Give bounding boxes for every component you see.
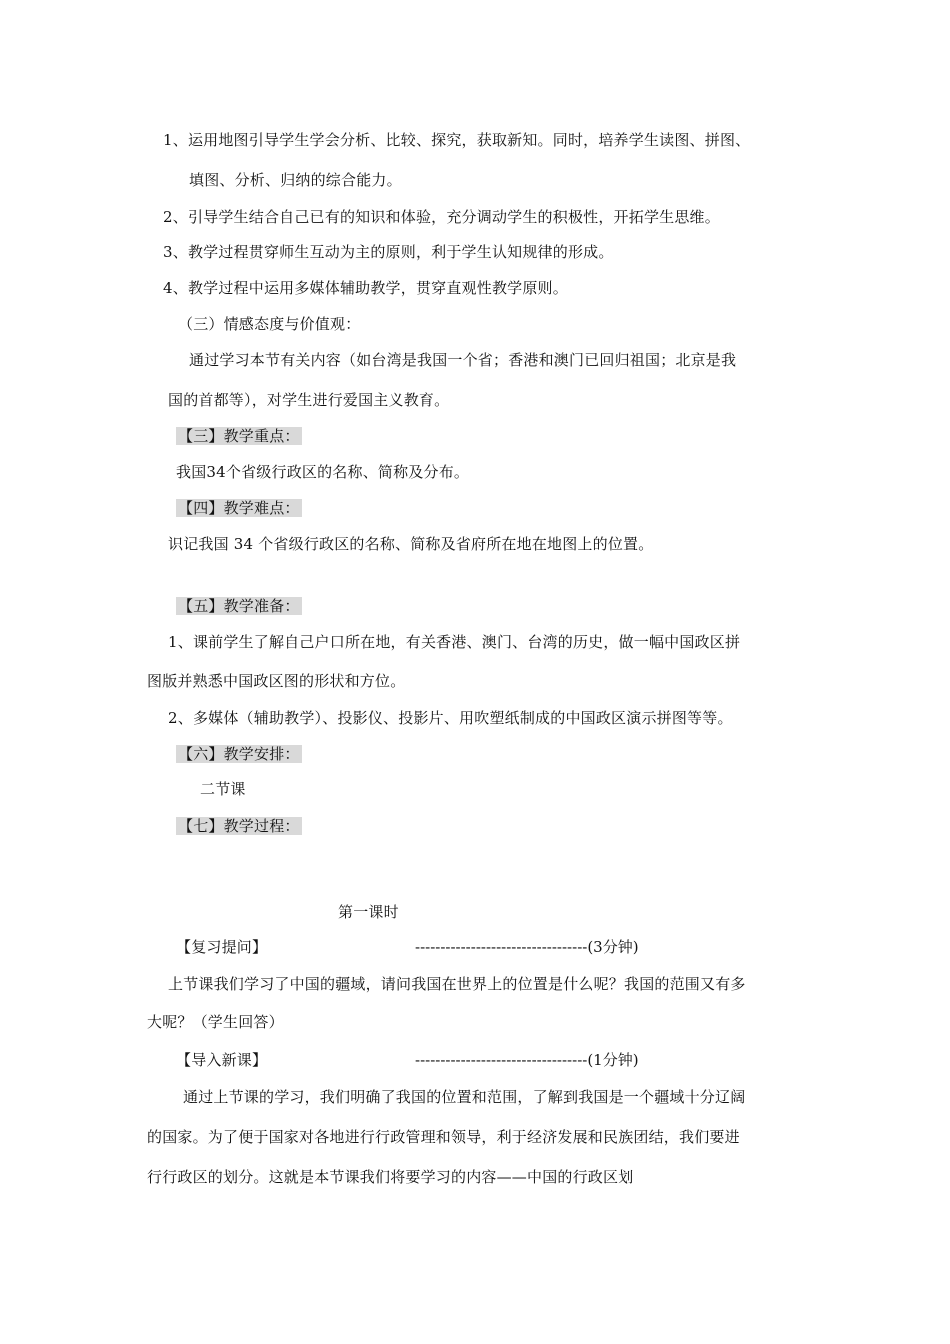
- review-time: ----------------------------------(3分钟): [415, 938, 639, 956]
- arrangement-heading-label: 【六】教学安排：: [178, 745, 300, 763]
- process-heading: [176, 816, 302, 836]
- objective-item-2: 2、引导学生结合自己已有的知识和体验，充分调动学生的积极性，开拓学生思维。: [163, 208, 720, 226]
- intro-time: ----------------------------------(1分钟): [415, 1051, 639, 1069]
- preparation-item-1-line-1: 1、课前学生了解自己户口所在地，有关香港、澳门、台湾的历史，做一幅中国政区拼: [168, 633, 741, 651]
- arrangement-heading: [176, 744, 302, 764]
- review-label: 【复习提问】: [176, 938, 268, 956]
- intro-text-line-1: 通过上节课的学习，我们明确了我国的位置和范围，了解到我国是一个疆域十分辽阔: [183, 1088, 746, 1106]
- difficulties-text: 识记我国 34 个省级行政区的名称、简称及省府所在地在地图上的位置。: [168, 535, 654, 553]
- objective-item-1-line-1: 1、运用地图引导学生学会分析、比较、探究，获取新知。同时，培养学生读图、拼图、: [163, 131, 751, 149]
- emotion-text-line-1: 通过学习本节有关内容（如台湾是我国一个省；香港和澳门已回归祖国；北京是我: [189, 351, 737, 369]
- key-points-text: 我国34个省级行政区的名称、简称及分布。: [176, 463, 470, 481]
- preparation-item-1-line-2: 图版并熟悉中国政区图的形状和方位。: [147, 672, 406, 690]
- process-heading-label: 【七】教学过程：: [178, 817, 300, 835]
- intro-label: 【导入新课】: [176, 1051, 268, 1069]
- lesson-title: 第一课时: [338, 903, 399, 921]
- intro-text-line-3: 行行政区的划分。这就是本节课我们将要学习的内容——中国的行政区划: [147, 1168, 634, 1186]
- emotion-text-line-2: 国的首都等），对学生进行爱国主义教育。: [168, 391, 450, 409]
- objective-item-1-line-2: 填图、分析、归纳的综合能力。: [189, 171, 402, 189]
- objective-item-3: 3、教学过程贯穿师生互动为主的原则，利于学生认知规律的形成。: [163, 243, 614, 261]
- objective-item-4: 4、教学过程中运用多媒体辅助教学，贯穿直观性教学原则。: [163, 279, 568, 297]
- review-text-line-1: 上节课我们学习了中国的疆域，请问我国在世界上的位置是什么呢？我国的范围又有多: [168, 975, 746, 993]
- difficulties-heading: [176, 498, 302, 518]
- preparation-heading: [176, 596, 302, 616]
- arrangement-text: 二节课: [200, 780, 246, 798]
- preparation-item-2: 2、多媒体（辅助教学）、投影仪、投影片、用吹塑纸制成的中国政区演示拼图等等。: [168, 709, 733, 727]
- review-text-line-2: 大呢？（学生回答）: [147, 1013, 284, 1031]
- difficulties-heading-label: 【四】教学难点：: [178, 499, 300, 517]
- key-points-heading-label: 【三】教学重点：: [178, 427, 300, 445]
- intro-text-line-2: 的国家。为了便于国家对各地进行行政管理和领导，利于经济发展和民族团结，我们要进: [147, 1128, 740, 1146]
- key-points-heading: [176, 426, 302, 446]
- preparation-heading-label: 【五】教学准备：: [178, 597, 300, 615]
- emotion-heading: （三）情感态度与价值观：: [178, 315, 361, 333]
